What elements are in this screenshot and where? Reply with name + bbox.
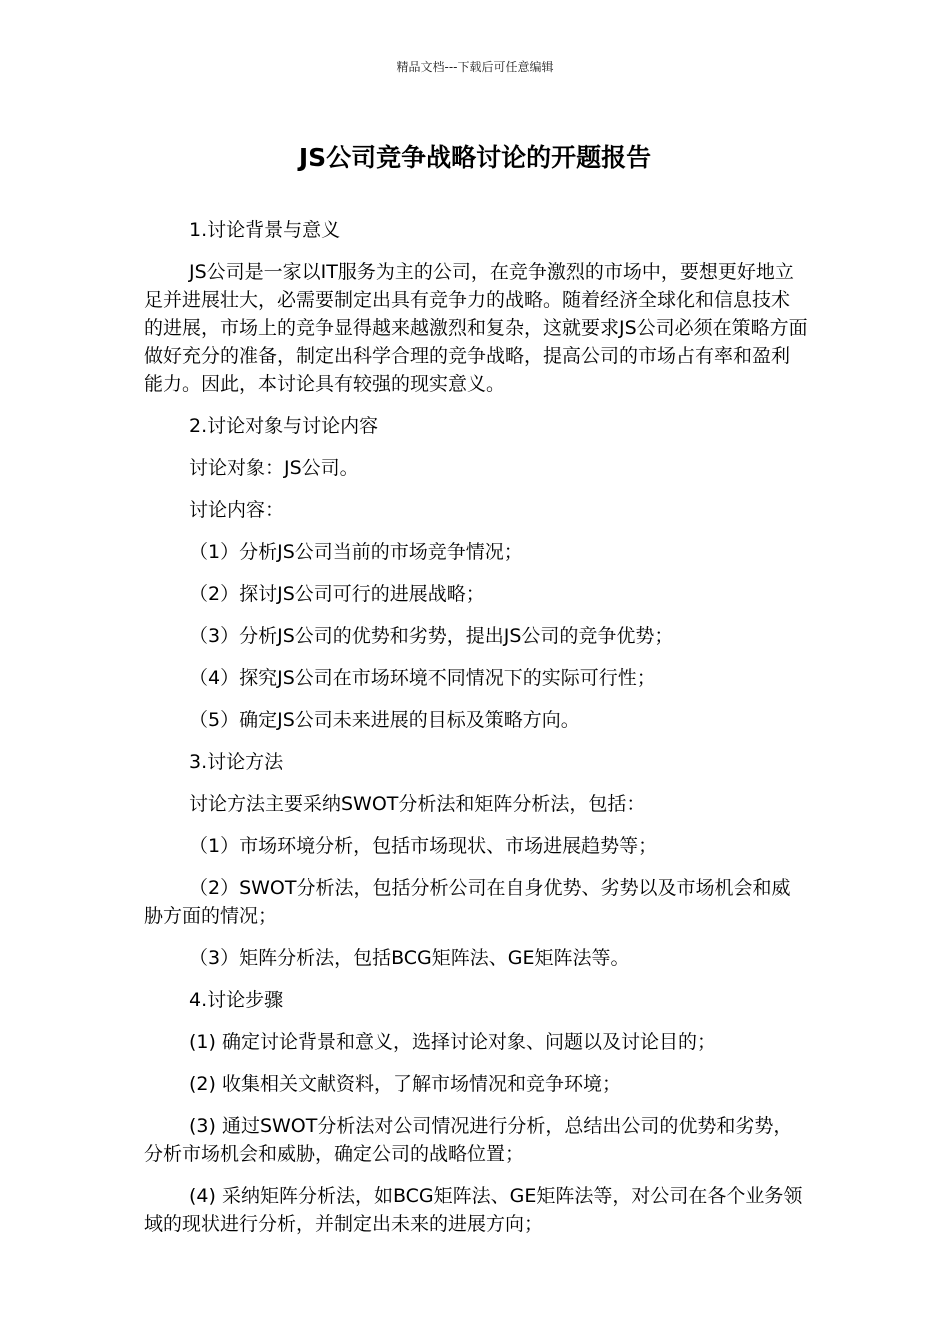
paragraph: 讨论对象：JS公司。 (189, 457, 359, 479)
document-body (144, 216, 808, 1252)
list-item: （1）分析JS公司当前的市场竞争情况； (189, 541, 523, 563)
step-item: (3) 通过SWOT分析法对公司情况进行分析，总结出公司的优势和劣势，分析市场机会和威胁，确定公司的战略位置； (144, 1115, 793, 1165)
list-item: （5）确定JS公司未来进展的目标及策略方向。 (189, 709, 580, 731)
document-title: JS公司竞争战略讨论的开题报告 (298, 143, 652, 172)
paragraph: 讨论方法主要采纳SWOT分析法和矩阵分析法，包括： (189, 793, 646, 815)
step-item: (4) 采纳矩阵分析法，如BCG矩阵法、GE矩阵法等，对公司在各个业务领域的现状进行分析，并制定出未来的进展方向； (144, 1185, 803, 1235)
section-heading: 4.讨论步骤 (189, 989, 284, 1011)
section-heading: 3.讨论方法 (189, 751, 284, 773)
list-item: （1）市场环境分析，包括市场现状、市场进展趋势等； (189, 835, 658, 857)
list-item: （3）矩阵分析法，包括BCG矩阵法、GE矩阵法等。 (189, 947, 630, 969)
list-item: （2）探讨JS公司可行的进展战略； (189, 583, 485, 605)
section-heading: 2.讨论对象与讨论内容 (189, 415, 379, 437)
paragraph: 讨论内容： (189, 499, 285, 521)
list-item: （2）SWOT分析法，包括分析公司在自身优势、劣势以及市场机会和威胁方面的情况； (144, 877, 791, 927)
step-item: (1) 确定讨论背景和意义，选择讨论对象、问题以及讨论目的； (189, 1031, 716, 1053)
paragraph: JS公司是一家以IT服务为主的公司，在竞争激烈的市场中，要想更好地立足并进展壮大，必需要制定出具有竞争力的战略。随着经济全球化和信息技术的进展，市场上的竞争显得越来越激烈和复杂，这就要求JS公司必须在策略方面做好充分的准备，制定出科学合理的竞争战略，提高公司的市场占有率和盈利能力。因此，本讨论具有较强的现实意义。 (144, 261, 808, 395)
section-heading: 1.讨论背景与意义 (189, 219, 341, 241)
list-item: （4）探究JS公司在市场环境不同情况下的实际可行性； (189, 667, 656, 689)
list-item: （3）分析JS公司的优势和劣势，提出JS公司的竞争优势； (189, 625, 674, 647)
header-note: 精品文档---下载后可任意编辑 (396, 60, 554, 74)
step-item: (2) 收集相关文献资料，了解市场情况和竞争环境； (189, 1073, 621, 1095)
